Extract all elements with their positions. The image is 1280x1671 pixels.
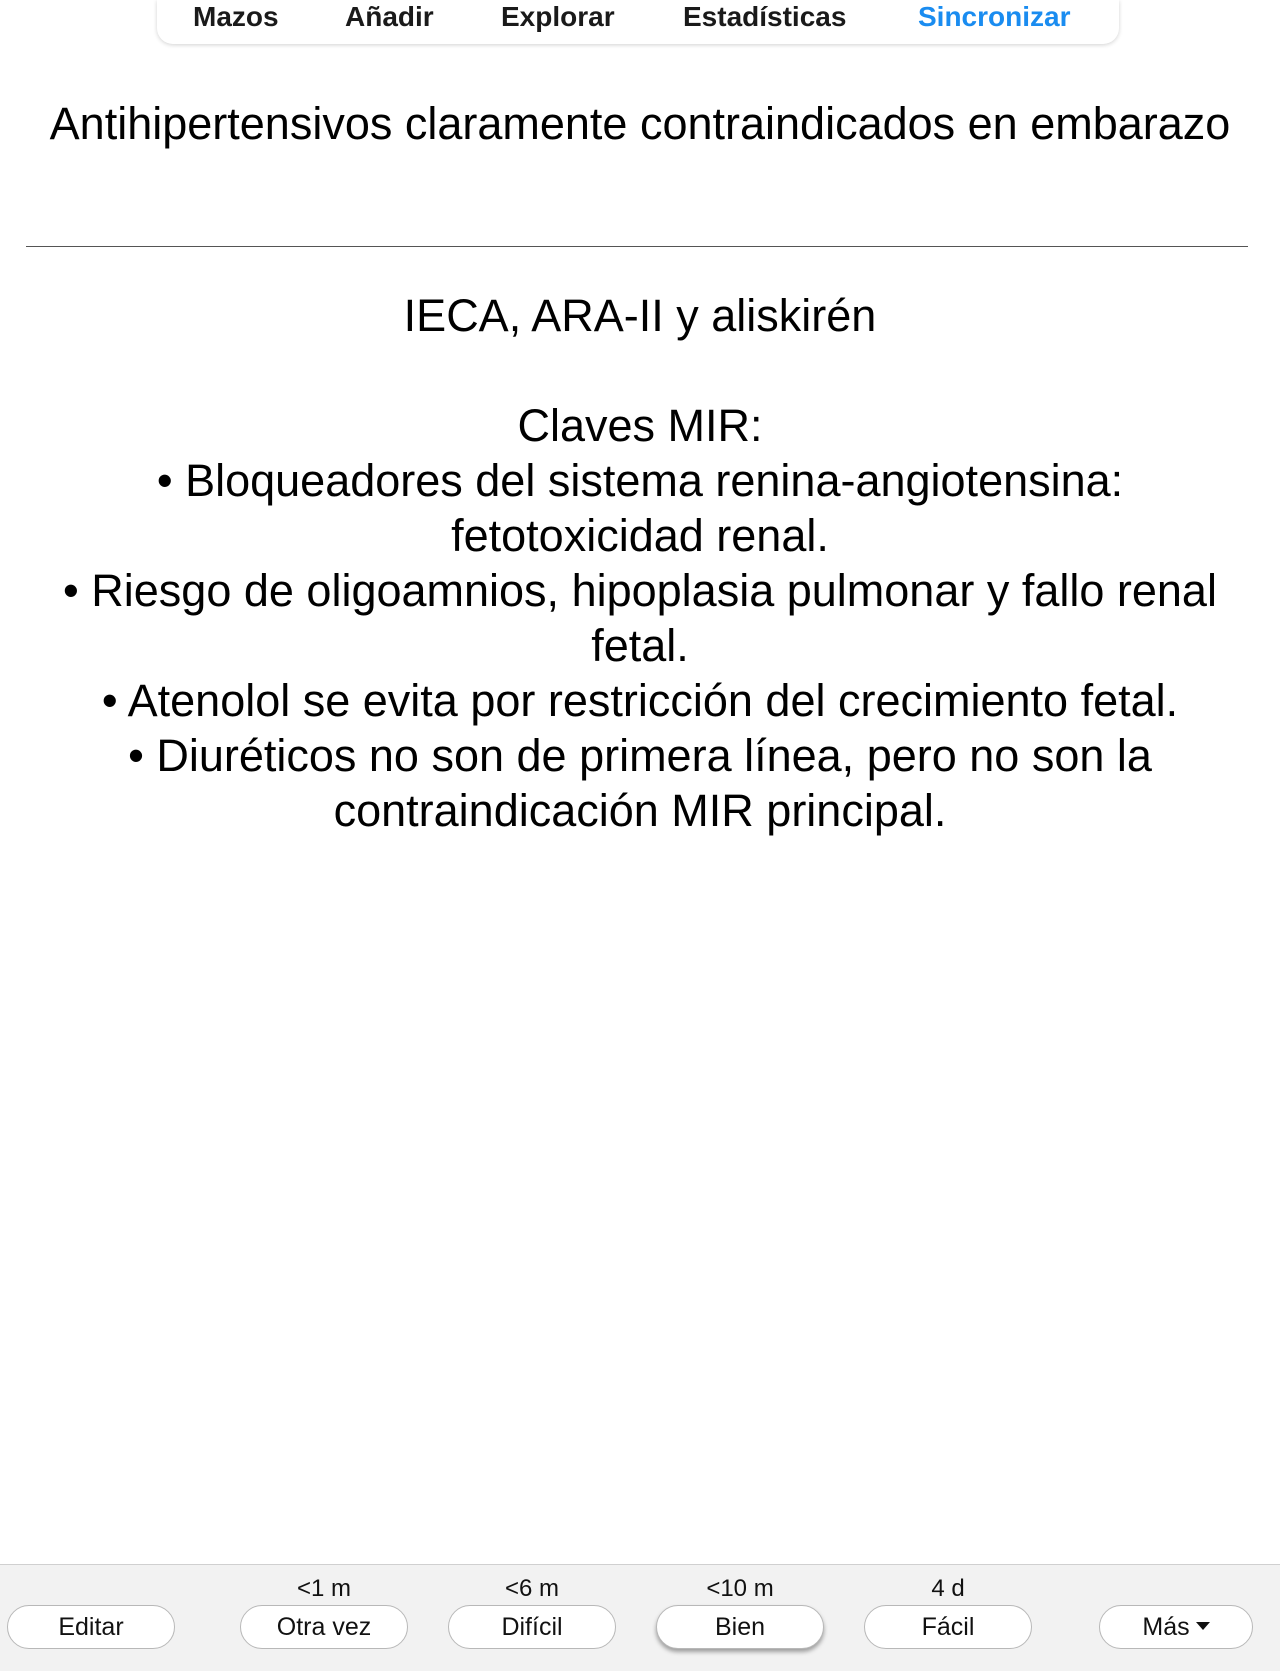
nav-item-sync[interactable]: Sincronizar [918, 1, 1071, 32]
key-point: • Atenolol se evita por restricción del crecimiento fetal. [101, 675, 1179, 726]
answer-divider [26, 246, 1248, 247]
key-point: • Riesgo de oligoamnios, hipoplasia pulmonar y fallo renal fetal. [63, 565, 1217, 671]
more-button[interactable] [1099, 1605, 1253, 1649]
interval-again: <1 m [296, 1575, 352, 1602]
interval-hard: <6 m [504, 1575, 560, 1602]
good-button[interactable]: Bien [656, 1605, 824, 1649]
edit-button[interactable]: Editar [7, 1605, 175, 1649]
interval-good: <10 m [706, 1575, 774, 1602]
key-point: • Bloqueadores del sistema renina-angiotensina: fetotoxicidad renal. [156, 455, 1124, 561]
nav-item-decks[interactable]: Mazos [193, 1, 279, 32]
review-bottom-bar [0, 1564, 1280, 1671]
hard-button[interactable]: Difícil [448, 1605, 616, 1649]
nav-item-add[interactable]: Añadir [345, 1, 434, 32]
card-answer [40, 288, 1240, 838]
keys-heading: Claves MIR: [517, 400, 763, 451]
answer-title: IECA, ARA-II y aliskirén [403, 290, 877, 341]
more-button-label: Más [1142, 1613, 1190, 1641]
top-navigation-bar [157, 0, 1119, 44]
caret-down-icon [1196, 1622, 1210, 1630]
easy-button[interactable]: Fácil [864, 1605, 1032, 1649]
again-button[interactable]: Otra vez [240, 1605, 408, 1649]
nav-item-stats[interactable]: Estadísticas [683, 1, 847, 32]
interval-easy: 4 d [931, 1575, 965, 1602]
key-point: • Diuréticos no son de primera línea, pero no son la contraindicación MIR principal. [128, 730, 1152, 836]
card-question: Antihipertensivos claramente contraindicados en embarazo [49, 98, 1231, 149]
answer-spacer [40, 343, 1240, 398]
nav-item-browse[interactable]: Explorar [501, 1, 615, 32]
